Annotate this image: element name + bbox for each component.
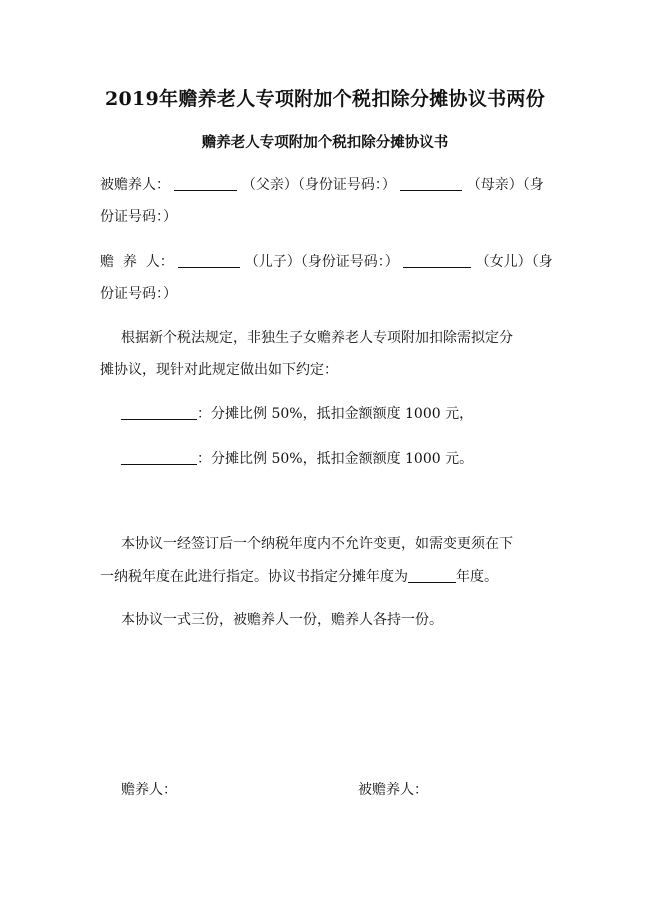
father-id-text: （父亲）（身份证号码：） <box>241 177 396 193</box>
supporter-label: 赡 养 人： <box>100 254 174 270</box>
basis-line-1: 根据新个税法规定，非独生子女赡养老人专项附加扣除需拟定分 <box>121 330 513 346</box>
supported-party-continuation: 份证号码：） <box>100 209 177 225</box>
allocation-text: ：分摊比例 50%，抵扣金额额度 1000 元， <box>197 406 474 422</box>
allocation-text: ：分摊比例 50%，抵扣金额额度 1000 元。 <box>197 451 474 467</box>
son-id-text: （儿子）（身份证号码：） <box>244 254 399 270</box>
son-name-blank[interactable] <box>178 253 240 268</box>
allocation-item <box>121 403 473 423</box>
document-title: 2019年赡养老人专项附加个税扣除分摊协议书两份 <box>104 88 546 110</box>
change-clause-suffix: 年度。 <box>456 569 498 585</box>
supported-signature-label: 被赡养人： <box>358 782 428 798</box>
copies-clause: 本协议一式三份，被赡养人一份，赡养人各持一份。 <box>121 612 443 628</box>
father-name-blank[interactable] <box>174 176 237 191</box>
supporter-signature-label: 赡养人： <box>121 782 177 798</box>
allocation-item <box>121 448 473 468</box>
daughter-name-blank[interactable] <box>403 253 471 268</box>
daughter-id-text: （女儿）（身 <box>475 254 553 270</box>
change-clause-prefix: 一纳税年度在此进行指定。协议书指定分摊年度为 <box>100 569 408 585</box>
supporter-line <box>100 251 553 271</box>
basis-line-2: 摊协议，现针对此规定做出如下约定： <box>100 362 338 378</box>
allocation-name-blank[interactable] <box>121 450 197 465</box>
mother-id-text: （母亲）（身 <box>466 177 544 193</box>
year-blank[interactable] <box>408 568 456 583</box>
supported-party-label: 被赡养人： <box>100 177 170 193</box>
mother-name-blank[interactable] <box>400 176 462 191</box>
allocation-name-blank[interactable] <box>121 405 197 420</box>
supported-party-line <box>100 174 544 194</box>
agreement-subtitle: 赡养老人专项附加个税扣除分摊协议书 <box>201 134 449 151</box>
change-clause-line-1: 本协议一经签订后一个纳税年度内不允许变更，如需变更须在下 <box>121 536 513 552</box>
supporter-continuation: 份证号码：） <box>100 286 177 302</box>
change-clause-line-2 <box>100 566 498 586</box>
